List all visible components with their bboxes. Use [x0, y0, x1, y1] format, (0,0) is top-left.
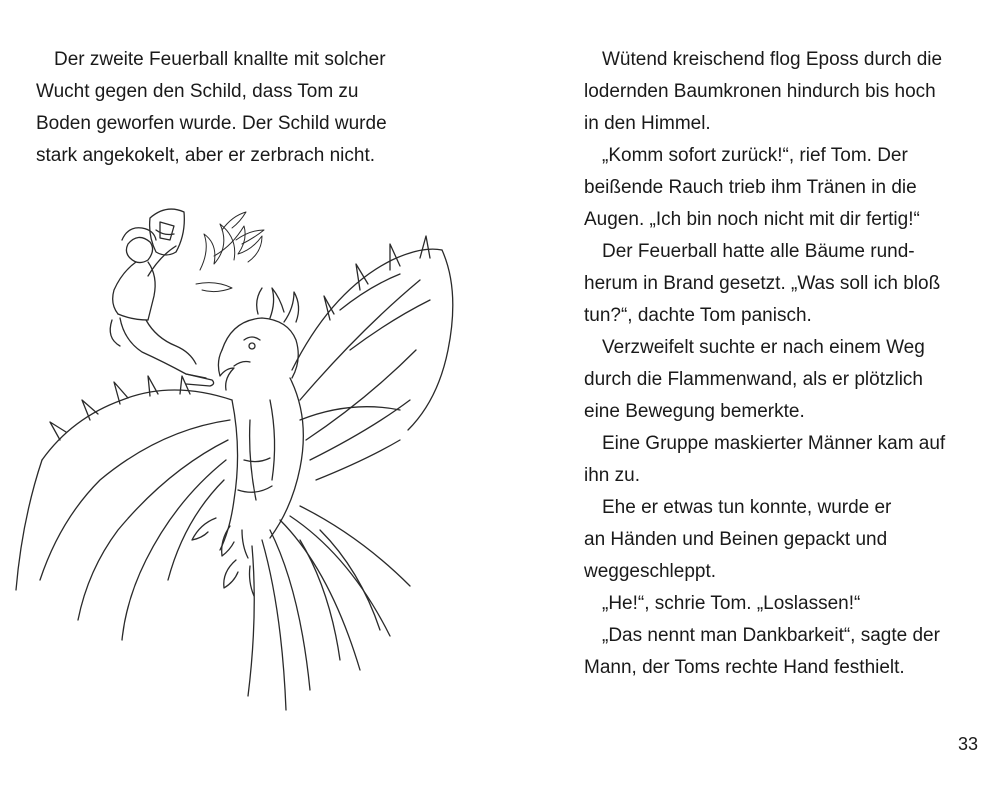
text-line: Verzweifelt suchte er nach einem Weg — [602, 337, 925, 358]
phoenix-right-wing — [292, 236, 453, 480]
text-line: Mann, der Toms rechte Hand festhielt. — [584, 657, 905, 678]
right-paragraph-7 — [584, 588, 996, 620]
right-paragraph-6 — [584, 492, 996, 588]
text-line: Der zweite Feuerball knallte mit solcher — [54, 49, 386, 70]
text-line: Eine Gruppe maskierter Männer kam auf — [602, 433, 946, 454]
text-line: stark angekokelt, aber er zerbrach nicht. — [36, 145, 376, 166]
text-line: in den Himmel. — [584, 113, 711, 134]
text-line: Boden geworfen wurde. Der Schild wurde — [36, 113, 387, 134]
text-line: lodernden Baumkronen hindurch bis hoch — [584, 81, 936, 102]
text-line: an Händen und Beinen gepackt und — [584, 529, 888, 550]
text-line: herum in Brand gesetzt. „Was soll ich bloß — [584, 273, 941, 294]
phoenix-left-wing — [16, 376, 232, 640]
right-paragraph-8 — [584, 620, 996, 684]
fire-wisps — [196, 212, 264, 292]
text-line: „He!“, schrie Tom. „Loslassen!“ — [602, 593, 861, 614]
text-line: tun?“, dachte Tom panisch. — [584, 305, 812, 326]
right-paragraph-2 — [584, 140, 996, 236]
text-line: Der Feuerball hatte alle Bäume rund- — [602, 241, 915, 262]
boy-figure — [110, 209, 213, 386]
text-line: eine Bewegung bemerkte. — [584, 401, 805, 422]
right-paragraph-4 — [584, 332, 996, 428]
text-line: ihn zu. — [584, 465, 640, 486]
left-page-text — [36, 44, 476, 172]
right-paragraph-3 — [584, 236, 996, 332]
right-paragraph-1 — [584, 44, 996, 140]
text-line: Augen. „Ich bin noch nicht mit dir fertig!“ — [584, 209, 920, 230]
text-line: durch die Flammenwand, als er plötzlich — [584, 369, 923, 390]
text-line: Wucht gegen den Schild, dass Tom zu — [36, 81, 359, 102]
text-line: „Das nennt man Dankbarkeit“, sagte der — [602, 625, 940, 646]
text-line: Wütend kreischend flog Eposs durch die — [602, 49, 943, 70]
page-number: 33 — [957, 734, 978, 754]
phoenix-head — [218, 288, 298, 390]
right-paragraph-5 — [584, 428, 996, 492]
text-line: beißende Rauch trieb ihm Tränen in die — [584, 177, 917, 198]
text-line: Ehe er etwas tun konnte, wurde er — [602, 497, 892, 518]
phoenix-body — [220, 378, 303, 550]
left-paragraph-1 — [36, 44, 476, 172]
phoenix-talons — [192, 518, 254, 596]
text-line: „Komm sofort zurück!“, rief Tom. Der — [602, 145, 908, 166]
right-page-text — [584, 44, 996, 684]
phoenix-illustration — [0, 200, 500, 720]
phoenix-tail — [248, 506, 410, 710]
text-line: weggeschleppt. — [584, 561, 717, 582]
